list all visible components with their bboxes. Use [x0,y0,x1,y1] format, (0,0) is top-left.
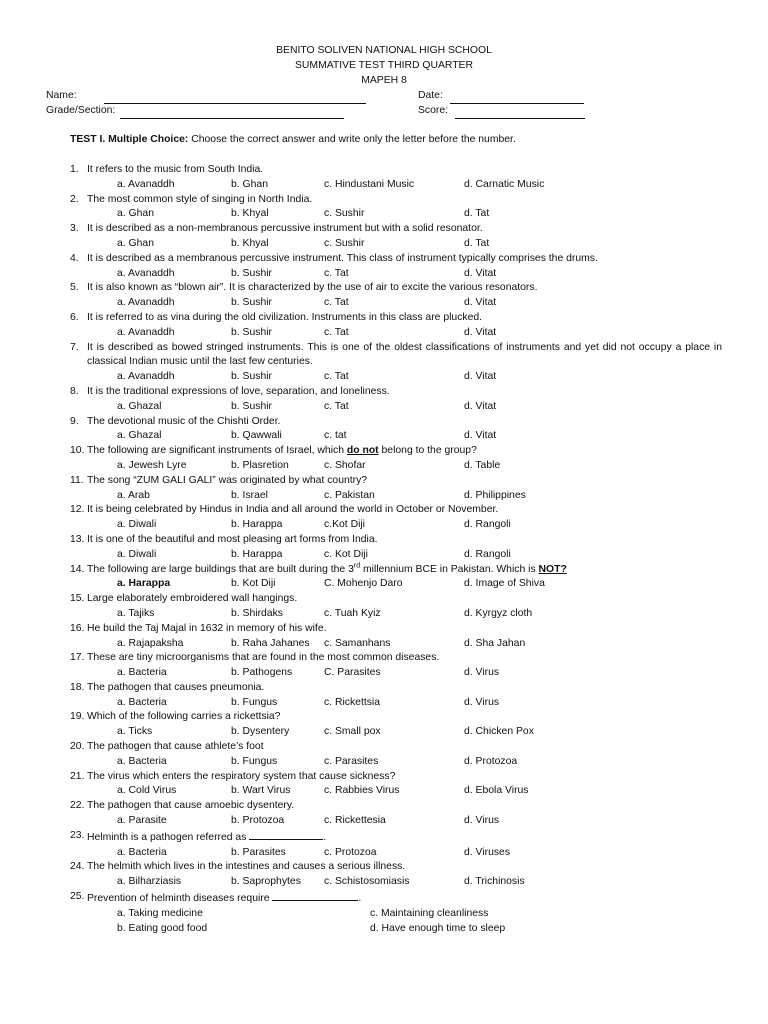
question-item [70,193,722,208]
option-choice[interactable]: a. Taking medicine [117,907,203,919]
question-item [70,710,722,725]
option-choice[interactable]: c. tat [324,430,347,442]
question-number: 19. [70,711,85,723]
option-choice[interactable]: d. Vitat [464,371,497,383]
option-choice[interactable]: b. Sushir [231,371,273,383]
question-item [70,252,722,267]
option-choice[interactable]: a. Diwali [117,519,157,531]
option-choice[interactable]: d. Vitat [464,267,497,279]
options-row [70,459,722,474]
question-item [70,740,722,755]
option-choice[interactable]: c.Kot Diji [324,519,365,531]
name-field[interactable] [46,89,366,104]
option-choice[interactable]: b. Pathogens [231,667,293,679]
question-text: Helminth is a pathogen referred as [87,831,250,843]
question-text: It is described as bowed stringed instruments. This is one of the oldest classifications of instruments and yet did not occupy a place in classical Indian music until the last few centuries. [87,341,722,368]
question-text: Which of the following carries a rickettsia? [87,711,281,723]
option-choice[interactable]: a. Bacteria [117,696,167,708]
option-choice[interactable]: d. Sha Jahan [464,637,526,649]
option-choice[interactable]: d. Trichinosis [464,876,525,888]
question-text: The pathogen that cause athlete’s foot [87,741,264,753]
score-line [455,107,585,119]
question-number: 13. [70,533,85,545]
option-choice[interactable]: c. Samanhans [324,637,391,649]
option-choice[interactable]: a. Tajiks [117,607,155,619]
subject-title: MAPEH 8 [361,75,407,86]
option-choice[interactable]: c. Kot Diji [324,548,368,560]
question-text: The virus which enters the respiratory system that cause sickness? [87,770,396,782]
question-number: 23. [70,829,85,841]
option-choice[interactable]: a. Bacteria [117,846,167,858]
option-choice[interactable]: a. Jewesh Lyre [117,459,187,471]
question-item [70,163,722,178]
answer-blank[interactable] [272,890,358,901]
options-row [70,518,722,533]
option-choice[interactable]: b. Eating good food [117,922,208,934]
options-row [70,429,722,444]
instructions [70,133,730,148]
option-choice[interactable]: b. Harappa [231,519,283,531]
question-text: Large elaborately embroidered wall hangings. [87,593,298,605]
question-item [70,622,722,637]
option-choice[interactable]: c. Pakistan [324,489,375,501]
option-choice[interactable]: d. Vitat [464,297,497,309]
option-choice[interactable]: a. Diwali [117,548,157,560]
question-item [70,651,722,666]
option-choice[interactable]: c. Sushir [324,237,365,249]
option-choice[interactable]: c. Shofar [324,459,366,471]
question-item [70,385,722,400]
option-choice[interactable]: a. Ghazal [117,400,162,412]
date-field[interactable] [418,89,584,104]
options-row [70,666,722,681]
options-row [70,907,722,922]
option-choice[interactable]: a. Ticks [117,726,153,738]
option-choice[interactable]: c. Schistosomiasis [324,876,410,888]
question-number: 1. [70,164,79,175]
grade-label: Grade/Section: [46,105,116,116]
option-choice[interactable]: c. Rickettesia [324,815,386,827]
option-choice[interactable]: C. Mohenjo Daro [324,578,403,590]
question-item [70,281,722,296]
option-choice[interactable]: a. Ghan [117,237,154,249]
question-text: The helmith which lives in the intestines and causes a serious illness. [87,861,406,873]
question-text-end: belong to the group? [378,445,477,457]
question-text: It is described as a non-membranous percussive instrument but with a solid resonator. [87,223,483,235]
question-number: 5. [70,282,79,294]
option-choice[interactable]: a. Avanaddh [117,326,175,338]
question-item [70,444,722,459]
option-choice[interactable]: c. Tuah Kyiz [324,607,381,619]
question-item [70,829,722,846]
question-item [70,770,722,785]
question-text: The following are large buildings that are built during the 3 [87,563,354,575]
question-text: It refers to the music from South India. [87,164,264,175]
question-text: The following are significant instruments of Israel, which [87,445,347,457]
option-choice[interactable]: b. Parasites [231,846,286,858]
options-row [70,922,722,937]
question-number: 21. [70,770,85,782]
option-choice[interactable]: b. Ghan [231,178,268,190]
option-choice[interactable]: b. Fungus [231,755,278,767]
question-text-end: . [358,893,362,905]
option-choice[interactable]: a. Bacteria [117,755,167,767]
option-choice[interactable]: a. Avanaddh [117,267,175,279]
option-choice[interactable]: c. Rabbies Virus [324,785,400,797]
question-number: 15. [70,593,85,605]
question-text: It is being celebrated by Hindus in India and all around the world in October or November. [87,504,499,516]
option-choice[interactable]: a. Avanaddh [117,371,175,383]
option-choice[interactable]: b. Qawwali [231,430,282,442]
question-list [70,163,722,936]
option-choice[interactable]: b. Raha Jahanes [231,637,310,649]
question-number: 11. [70,474,84,486]
date-label: Date: [418,90,443,101]
question-text: It is described as a membranous percussive instrument. This class of instrument typically comprises the drums. [87,252,598,264]
option-choice[interactable]: a. Ghan [117,208,154,220]
question-number: 24. [70,861,85,873]
option-choice[interactable]: b. Saprophytes [231,876,301,888]
option-choice[interactable]: d. Virus [464,815,500,827]
question-item [70,681,722,696]
option-choice[interactable]: d. Philippines [464,489,526,501]
question-number: 25. [70,891,85,903]
options-row [70,607,722,622]
options-row [70,875,722,890]
option-choice[interactable]: a. Harappa [117,578,171,590]
question-text: The song “ZUM GALI GALI” was originated by what country? [87,474,368,486]
question-number: 17. [70,652,85,664]
options-row [70,489,722,504]
option-choice[interactable]: d. Carnatic Music [464,178,545,190]
options-row [70,400,722,415]
question-number: 6. [70,311,79,323]
option-choice[interactable]: b. Kot Diji [231,578,276,590]
option-choice[interactable]: c. Protozoa [324,846,377,858]
question-number: 3. [70,223,79,235]
options-row [70,755,722,770]
question-item [70,341,722,371]
question-number: 12. [70,504,85,516]
question-text: The pathogen that causes pneumonia. [87,681,265,693]
option-choice[interactable]: d. Rangoli [464,519,511,531]
options-row [70,637,722,652]
instructions-text: Choose the correct answer and write only the letter before the number. [188,134,516,145]
question-number: 8. [70,385,79,397]
option-choice[interactable]: c. Tat [324,297,349,309]
option-choice[interactable]: c. Sushir [324,208,365,220]
question-text: It is one of the beautiful and most pleasing art forms from India. [87,533,378,545]
question-item [70,474,722,489]
question-number: 9. [70,415,79,427]
question-number: 2. [70,193,79,205]
option-choice[interactable]: d. Virus [464,667,500,679]
option-choice[interactable]: C. Parasites [324,667,381,679]
question-number: 20. [70,741,85,753]
option-choice[interactable]: d. Tat [464,208,490,220]
option-choice[interactable]: d. Rangoli [464,548,511,560]
score-label: Score: [418,105,449,116]
option-choice[interactable]: a. Rajapaksha [117,637,184,649]
question-text: The pathogen that cause amoebic dysentery. [87,800,295,812]
option-choice[interactable]: b. Israel [231,489,268,501]
question-number: 10. [70,445,85,457]
option-choice[interactable]: b. Sushir [231,267,273,279]
emphasis-text: NOT? [538,563,567,575]
option-choice[interactable]: d. Vitat [464,400,497,412]
option-choice[interactable]: b. Protozoa [231,815,285,827]
option-choice[interactable]: b. Shirdaks [231,607,283,619]
options-row [70,548,722,563]
question-item [70,592,722,607]
question-item [70,890,722,907]
option-choice[interactable]: c. Small pox [324,726,381,738]
question-number: 16. [70,622,85,634]
option-choice[interactable]: d. Kyrgyz cloth [464,607,533,619]
grade-line [120,107,344,119]
score-field[interactable] [418,104,585,119]
option-choice[interactable]: b. Fungus [231,696,278,708]
options-row [70,846,722,861]
option-choice[interactable]: a. Avanaddh [117,297,175,309]
question-number: 22. [70,800,85,812]
question-text-cont: millennium BCE in Pakistan. Which is [360,563,539,575]
option-choice[interactable]: a. Avanaddh [117,178,175,190]
options-row [70,577,722,592]
option-choice[interactable]: c. Rickettsia [324,696,381,708]
question-item [70,563,722,578]
date-line [450,92,584,104]
question-number: 4. [70,252,79,264]
option-choice[interactable]: d. Tat [464,237,490,249]
grade-field[interactable] [46,104,344,119]
option-choice[interactable]: c. Hindustani Music [324,178,415,190]
instructions-heading: TEST I. Multiple Choice: [70,134,189,145]
options-row [70,267,722,282]
option-choice[interactable]: a. Arab [117,489,150,501]
question-text: These are tiny microorganisms that are found in the most common diseases. [87,652,440,664]
option-choice[interactable]: b. Wart Virus [231,785,291,797]
option-choice[interactable]: a. Bilharziasis [117,876,182,888]
school-name: BENITO SOLIVEN NATIONAL HIGH SCHOOL [276,45,492,56]
option-choice[interactable]: d. Chicken Pox [464,726,534,738]
option-choice[interactable]: d. Virus [464,696,500,708]
option-choice[interactable]: b. Khyal [231,208,269,220]
question-number: 18. [70,681,85,693]
option-choice[interactable]: b. Harappa [231,548,283,560]
options-row [70,207,722,222]
option-choice[interactable]: c. Parasites [324,755,379,767]
question-item [70,415,722,430]
options-row [70,370,722,385]
options-row [70,237,722,252]
question-item [70,860,722,875]
question-number: 14. [70,563,85,575]
question-item [70,503,722,518]
question-item [70,533,722,548]
question-text: He build the Taj Majal in 1632 in memory of his wife. [87,622,327,634]
emphasis-text: do not [346,445,379,457]
options-row [70,178,722,193]
superscript: rd [353,562,361,570]
option-choice[interactable]: d. Have enough time to sleep [370,922,506,934]
question-text-end: . [323,831,327,843]
option-choice[interactable]: b. Dysentery [231,726,290,738]
option-choice[interactable]: b. Plasretion [231,459,289,471]
question-text: The most common style of singing in North India. [87,193,313,205]
option-choice[interactable]: a. Ghazal [117,430,162,442]
question-text: It is also known as “blown air”. It is characterized by the use of air to excite the various resonators. [87,282,538,294]
option-choice[interactable]: a. Cold Virus [117,785,177,797]
option-choice[interactable]: b. Khyal [231,237,269,249]
option-choice[interactable]: a. Parasite [117,815,167,827]
question-text: Prevention of helminth diseases require [87,893,273,905]
option-choice[interactable]: d. Vitat [464,326,497,338]
option-choice[interactable]: c. Maintaining cleanliness [370,907,489,919]
options-row [70,784,722,799]
name-line [104,92,366,104]
option-choice[interactable]: d. Vitat [464,430,497,442]
option-choice[interactable]: c. Tat [324,267,349,279]
question-number: 7. [70,341,79,353]
answer-blank[interactable] [249,829,323,840]
question-text: It is the traditional expressions of love, separation, and loneliness. [87,385,390,397]
question-text: It is referred to as vina during the old civilization. Instruments in this class are plucked. [87,311,483,323]
option-choice[interactable]: a. Bacteria [117,667,167,679]
option-choice[interactable]: c. Tat [324,371,349,383]
option-choice[interactable]: b. Sushir [231,400,273,412]
options-row [70,296,722,311]
option-choice[interactable]: b. Sushir [231,297,273,309]
options-row [70,814,722,829]
option-choice[interactable]: d. Protozoa [464,755,518,767]
option-choice[interactable]: c. Tat [324,326,349,338]
options-row [70,326,722,341]
option-choice[interactable]: d. Viruses [464,846,511,858]
option-choice[interactable]: d. Ebola Virus [464,785,529,797]
question-item [70,799,722,814]
option-choice[interactable]: b. Sushir [231,326,273,338]
question-item [70,311,722,326]
options-row [70,725,722,740]
option-choice[interactable]: c. Tat [324,400,349,412]
option-choice[interactable]: d. Image of Shiva [464,578,545,590]
name-label: Name: [46,90,77,101]
question-item [70,222,722,237]
question-text: The devotional music of the Chishti Order. [87,415,281,427]
options-row [70,696,722,711]
option-choice[interactable]: d. Table [464,459,501,471]
test-title: SUMMATIVE TEST THIRD QUARTER [294,60,473,71]
